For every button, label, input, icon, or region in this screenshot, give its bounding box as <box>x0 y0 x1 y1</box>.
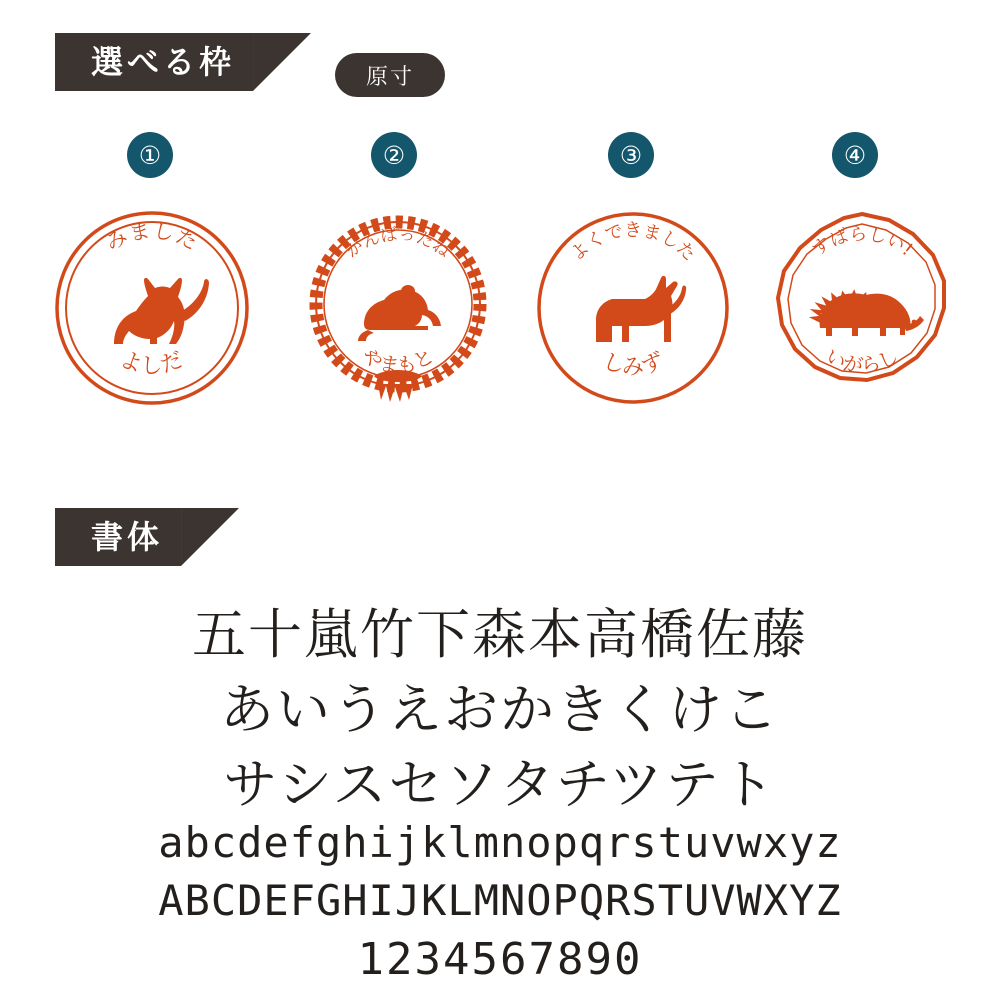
stamp-bottom-text-1: よしだ <box>116 347 188 379</box>
cat-icon <box>114 278 209 344</box>
typeface-sample-lowercase: abcdefghijklmnopqrstuvwxyz <box>158 818 842 867</box>
stamp-top-text-4: すばらしい! <box>808 223 917 261</box>
stamp-top-text-1: みました <box>101 218 203 256</box>
section-header-typeface-body <box>55 508 181 566</box>
section-header-frames <box>55 33 311 91</box>
frame-number-badge-4: ④ <box>832 132 878 178</box>
stamp-top-text-3: よくできました <box>566 220 700 266</box>
dog-icon <box>596 276 686 342</box>
section-title-frames: 選べる枠 <box>91 44 236 80</box>
svg-text:しみず <box>599 349 667 380</box>
banner-tail-frames <box>253 33 311 91</box>
section-title-typeface: 書体 <box>91 519 164 555</box>
typeface-sample-kanji: 五十嵐竹下森本高橋佐藤 <box>192 603 808 666</box>
typeface-sample-katakana: サシスセソタチツテト <box>223 753 777 816</box>
actual-size-badge: 原寸 <box>335 53 445 97</box>
banner-tail-typeface <box>181 508 239 566</box>
typeface-sample-uppercase: ABCDEFGHIJKLMNOPQRSTUVWXYZ <box>158 876 842 925</box>
frame-number-badge-2: ② <box>371 132 417 178</box>
typeface-sample-digits: 1234567890 <box>357 934 643 985</box>
svg-text:よしだ <box>117 347 188 379</box>
frog-icon <box>358 285 441 341</box>
stamp-preview-2 <box>298 208 498 408</box>
stamp-bottom-text-4: いがらし <box>821 343 903 378</box>
stamp-bottom-text-2: やまもと <box>358 343 438 378</box>
stamp-bottom-text-3: しみず <box>599 348 667 380</box>
frame-number-badge-3: ③ <box>608 132 654 178</box>
svg-text:みました <box>102 218 202 255</box>
section-header-frames-body <box>55 33 253 91</box>
stamp-preview-3 <box>533 208 733 408</box>
frame-number-badge-1: ① <box>127 132 173 178</box>
hedgehog-icon <box>814 293 924 336</box>
stamp-preview-1 <box>52 208 252 408</box>
stamp-preview-4 <box>762 208 962 408</box>
section-header-typeface <box>55 508 239 566</box>
typeface-sample-hiragana: あいうえおかきくけこ <box>220 678 780 741</box>
stamp-top-text-2: がんばったね <box>342 224 454 262</box>
